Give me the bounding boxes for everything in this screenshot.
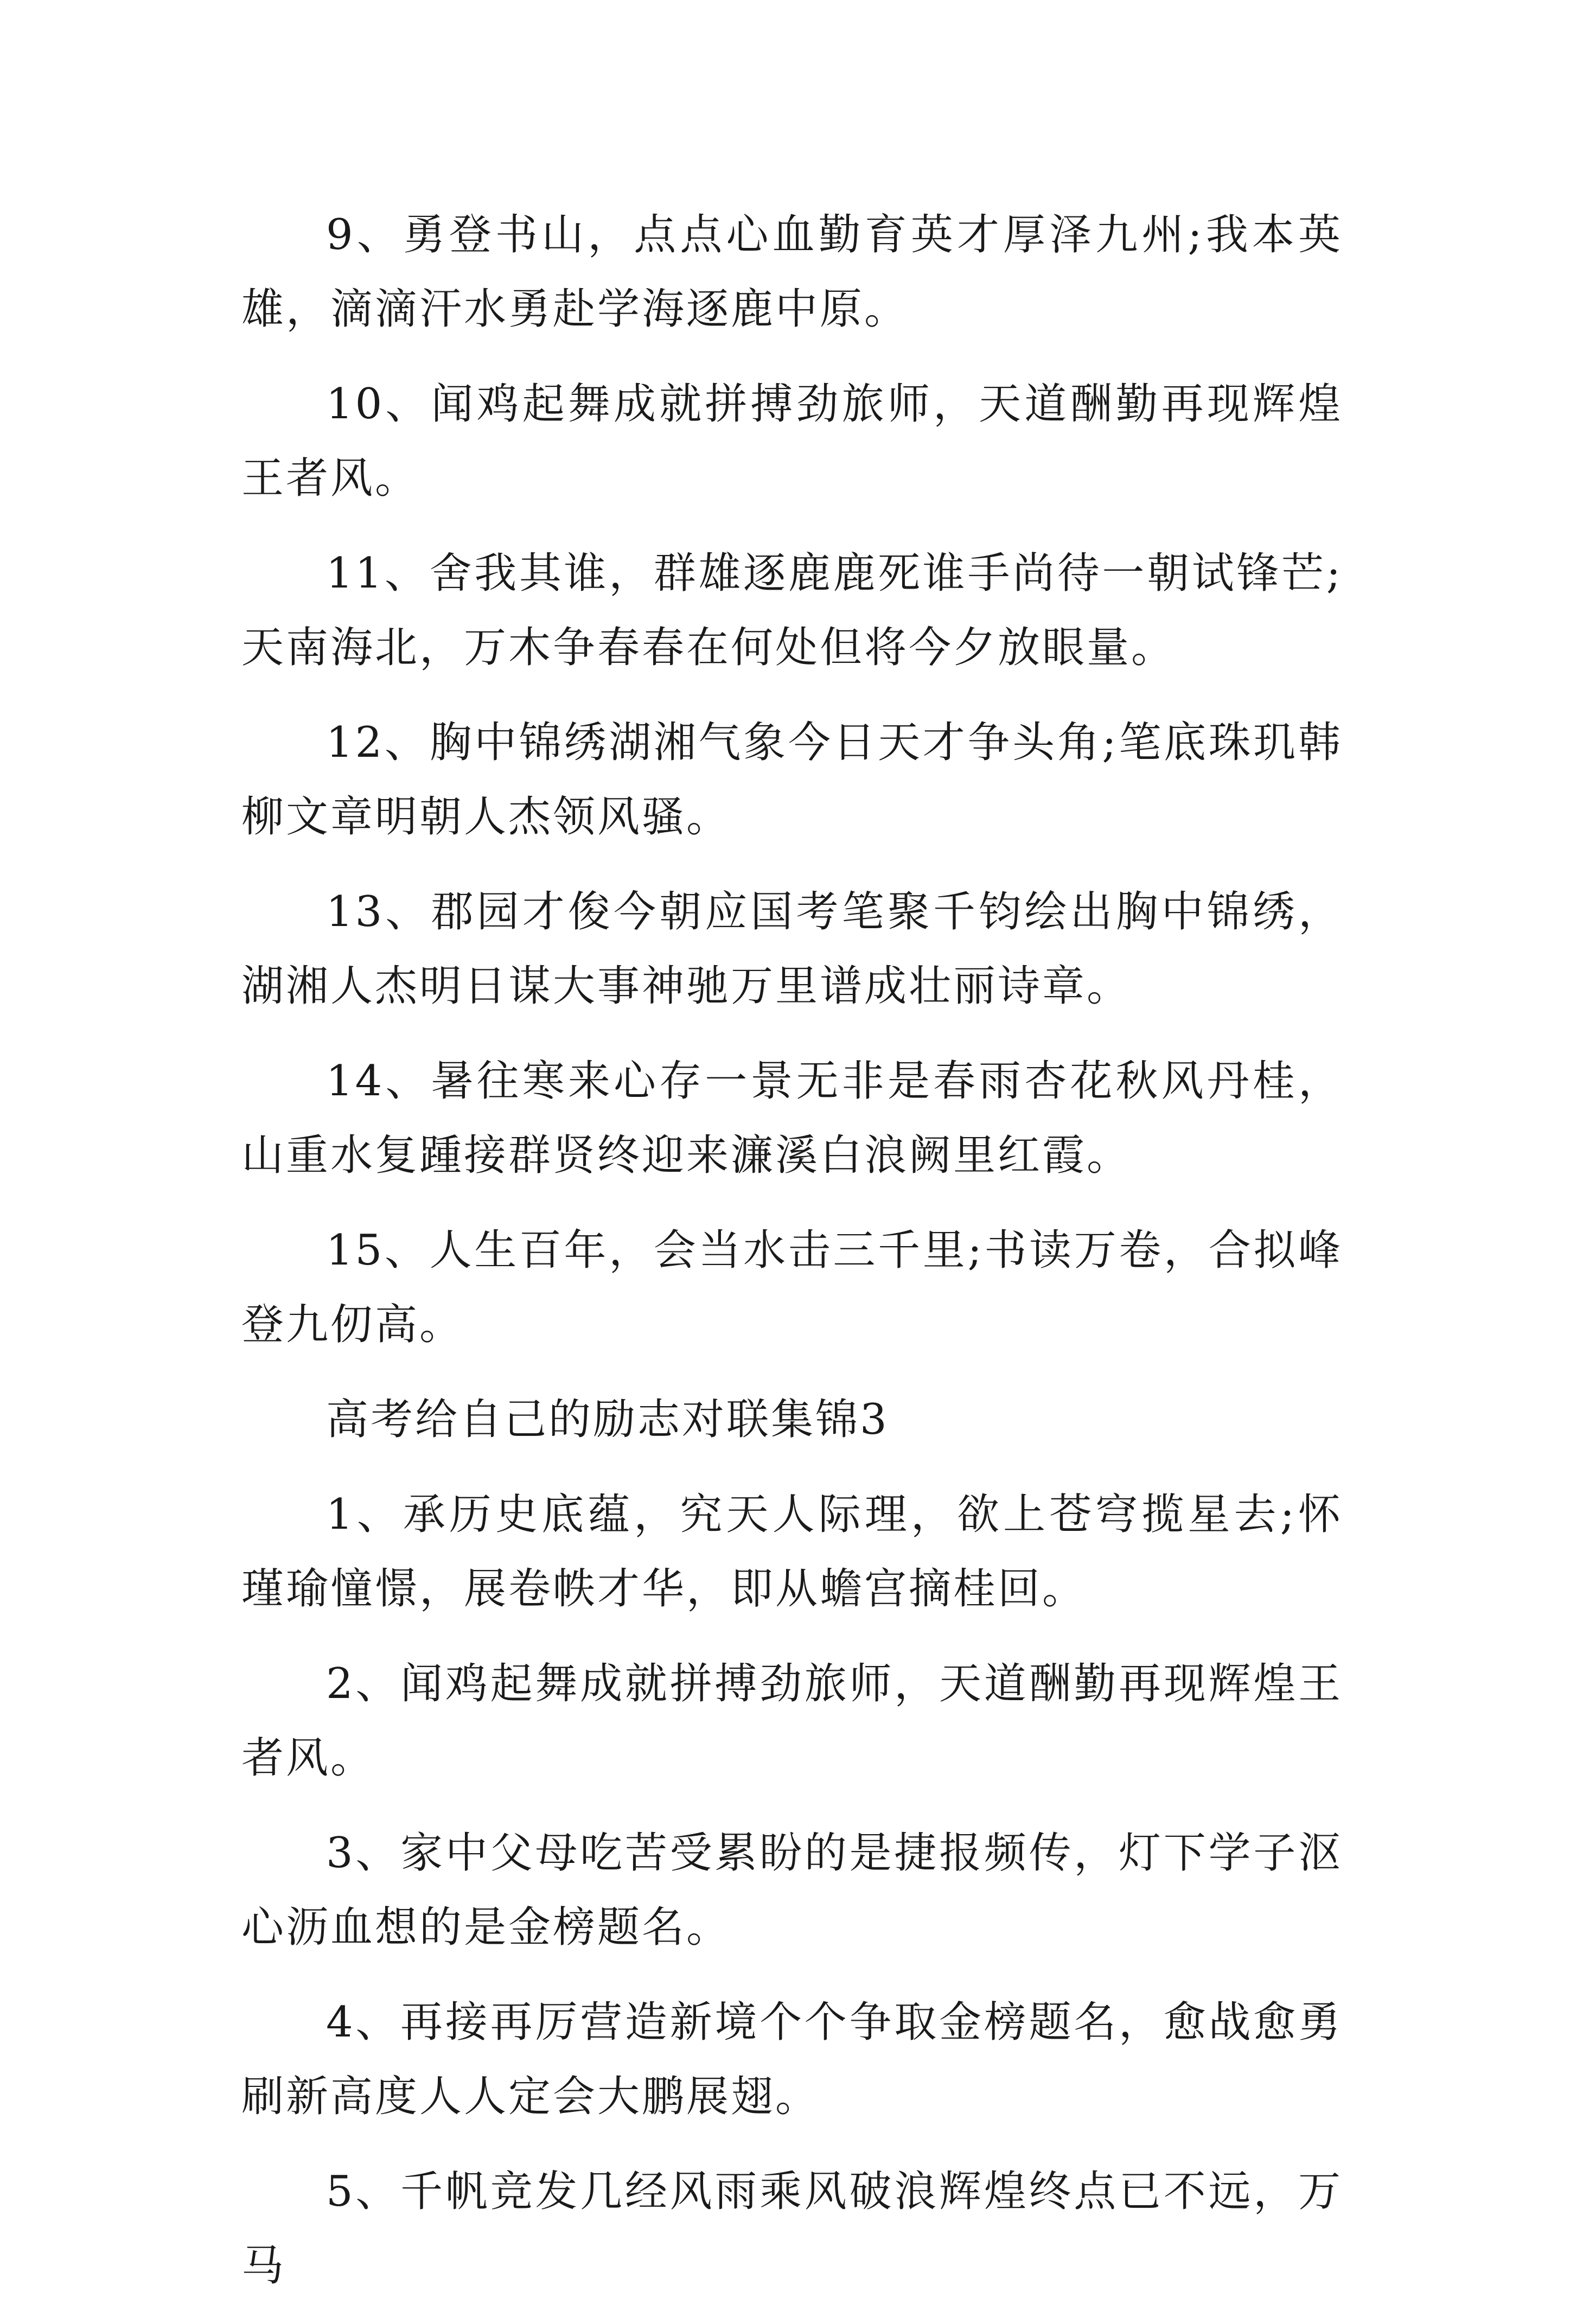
paragraph: 4、再接再厉营造新境个个争取金榜题名，愈战愈勇刷新高度人人定会大鹏展翅。: [241, 1998, 1343, 2121]
paragraph: 14、暑往寒来心存一景无非是春雨杏花秋风丹桂，山重水复踵接群贤终迎来濂溪白浪阙里红霞。: [241, 1057, 1343, 1180]
paragraph: 12、胸中锦绣湖湘气象今日天才争头角;笔底珠玑韩柳文章明朝人杰领风骚。: [241, 718, 1343, 841]
paragraph: 3、家中父母吃苦受累盼的是捷报频传，灯下学子沤心沥血想的是金榜题名。: [241, 1829, 1343, 1952]
paragraph: 5、千帆竞发几经风雨乘风破浪辉煌终点已不远，万马: [241, 2167, 1343, 2290]
paragraph: 15、人生百年，会当水击三千里;书读万卷，合拟峰登九仞高。: [241, 1226, 1343, 1349]
document-body: [241, 198, 1343, 2324]
paragraph: 13、郡园才俊今朝应国考笔聚千钧绘出胸中锦绣，湖湘人杰明日谋大事神驰万里谱成壮丽诗章。: [241, 888, 1343, 1011]
paragraph: 11、舍我其谁，群雄逐鹿鹿死谁手尚待一朝试锋芒;天南海北，万木争春春在何处但将今夕放眼量。: [241, 549, 1343, 672]
section-heading: 高考给自己的励志对联集锦3: [326, 1395, 889, 1444]
paragraph: 1、承历史底蕴，究天人际理，欲上苍穹揽星去;怀瑾瑜憧憬，展卷帙才华，即从蟾宫摘桂回。: [241, 1490, 1343, 1613]
paragraph: 10、闻鸡起舞成就拼搏劲旅师，天道酬勤再现辉煌王者风。: [241, 380, 1343, 503]
paragraph: 9、勇登书山，点点心血勤育英才厚泽九州;我本英雄，滴滴汗水勇赴学海逐鹿中原。: [241, 210, 1343, 334]
paragraph: 2、闻鸡起舞成就拼搏劲旅师，天道酬勤再现辉煌王者风。: [241, 1659, 1343, 1783]
